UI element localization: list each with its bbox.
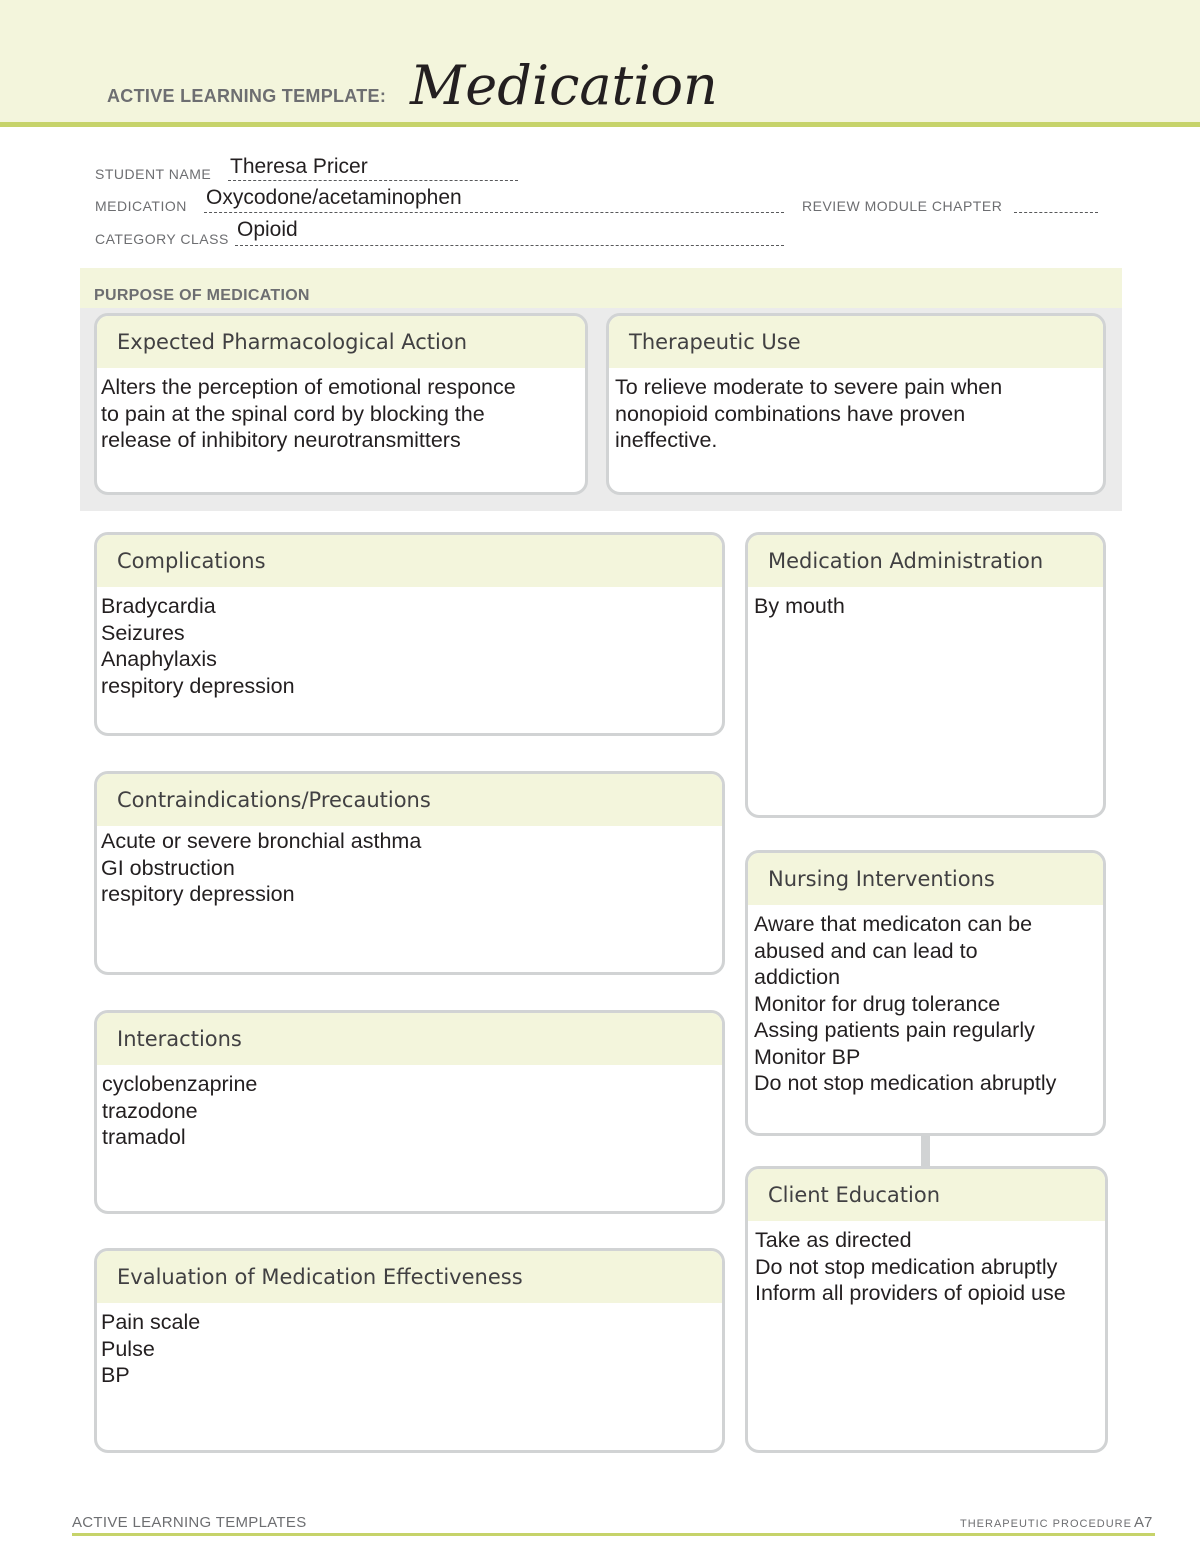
category-class-line: [235, 245, 784, 246]
text-line: Monitor BP: [754, 1044, 861, 1069]
review-module-line: [1014, 212, 1098, 213]
text-line: release of inhibitory neurotransmitters: [101, 428, 461, 452]
contraindications-box: [94, 771, 725, 975]
nursing-interventions-text[interactable]: [748, 905, 1103, 1097]
medication-field[interactable]: Oxycodone/acetaminophen: [206, 186, 462, 209]
footer-divider: [72, 1533, 1155, 1536]
text-line: BP: [101, 1363, 130, 1387]
evaluation-box: [94, 1248, 725, 1453]
medication-label: MEDICATION: [95, 198, 187, 214]
client-education-title: Client Education: [748, 1169, 1105, 1221]
text-line: By mouth: [754, 594, 845, 618]
text-line: Take as directed: [755, 1228, 912, 1252]
text-line: To relieve moderate to severe pain when: [615, 375, 1003, 399]
category-class-label: CATEGORY CLASS: [95, 231, 229, 247]
nursing-interventions-box: [745, 850, 1106, 1136]
administration-text[interactable]: [748, 587, 1103, 620]
header-divider: [0, 122, 1200, 127]
footer-left: ACTIVE LEARNING TEMPLATES: [72, 1514, 307, 1531]
client-education-text[interactable]: [748, 1221, 1105, 1307]
text-line: Acute or severe bronchial asthma: [101, 829, 422, 853]
interactions-title: Interactions: [97, 1013, 722, 1065]
text-line: ineffective.: [615, 428, 718, 452]
box-connector: [921, 1135, 930, 1167]
student-name-line: [228, 180, 518, 181]
footer-page-code: A7: [1134, 1514, 1153, 1531]
nursing-interventions-title: Nursing Interventions: [748, 853, 1103, 905]
category-class-field[interactable]: Opioid: [237, 218, 298, 241]
therapeutic-use-title: Therapeutic Use: [609, 316, 1103, 368]
text-line: Inform all providers of opioid use: [755, 1281, 1066, 1305]
complications-box: [94, 532, 725, 736]
evaluation-text[interactable]: [97, 1303, 722, 1389]
text-line: nonopioid combinations have proven: [615, 401, 966, 426]
text-line: cyclobenzaprine: [102, 1072, 258, 1096]
administration-box: [745, 532, 1106, 818]
contraindications-text[interactable]: [97, 826, 722, 908]
administration-title: Medication Administration: [748, 535, 1103, 587]
student-name-field[interactable]: Theresa Pricer: [230, 155, 368, 178]
therapeutic-use-text[interactable]: [609, 368, 1103, 454]
template-label: ACTIVE LEARNING TEMPLATE:: [107, 86, 387, 106]
interactions-box: [94, 1010, 725, 1214]
text-line: Pain scale: [101, 1310, 201, 1334]
text-line: Bradycardia: [101, 594, 216, 618]
text-line: Aware that medicaton can be: [754, 912, 1033, 936]
page-title: Medication: [410, 54, 718, 117]
medication-line: [204, 212, 784, 213]
text-line: Alters the perception of emotional responce: [101, 375, 516, 399]
text-line: respitory depression: [101, 882, 295, 906]
evaluation-title: Evaluation of Medication Effectiveness: [97, 1251, 722, 1303]
text-line: GI obstruction: [101, 855, 235, 880]
text-line: trazodone: [102, 1098, 198, 1123]
complications-title: Complications: [97, 535, 722, 587]
text-line: Do not stop medication abruptly: [755, 1254, 1058, 1279]
text-line: respitory depression: [101, 673, 295, 698]
client-education-box: [745, 1166, 1108, 1453]
text-line: abused and can lead to: [754, 938, 978, 963]
contraindications-title: Contraindications/Precautions: [97, 774, 722, 826]
expected-action-box: [94, 313, 588, 495]
text-line: addiction: [754, 965, 841, 989]
expected-action-title: Expected Pharmacological Action: [97, 316, 585, 368]
footer-right: THERAPEUTIC PROCEDURE: [960, 1518, 1132, 1530]
text-line: tramadol: [102, 1125, 186, 1149]
text-line: to pain at the spinal cord by blocking the: [101, 401, 485, 426]
text-line: Pulse: [101, 1336, 155, 1361]
purpose-label: PURPOSE OF MEDICATION: [94, 287, 310, 304]
expected-action-text[interactable]: [97, 368, 585, 454]
interactions-text[interactable]: [97, 1065, 722, 1151]
student-name-label: STUDENT NAME: [95, 166, 212, 182]
text-line: Do not stop medication abruptly: [754, 1071, 1057, 1095]
text-line: Monitor for drug tolerance: [754, 991, 1001, 1016]
therapeutic-use-box: [606, 313, 1106, 495]
text-line: Assing patients pain regularly: [754, 1018, 1035, 1042]
text-line: Anaphylaxis: [101, 647, 217, 671]
text-line: Seizures: [101, 620, 185, 645]
complications-text[interactable]: [97, 587, 722, 699]
review-module-label: REVIEW MODULE CHAPTER: [802, 198, 1003, 214]
